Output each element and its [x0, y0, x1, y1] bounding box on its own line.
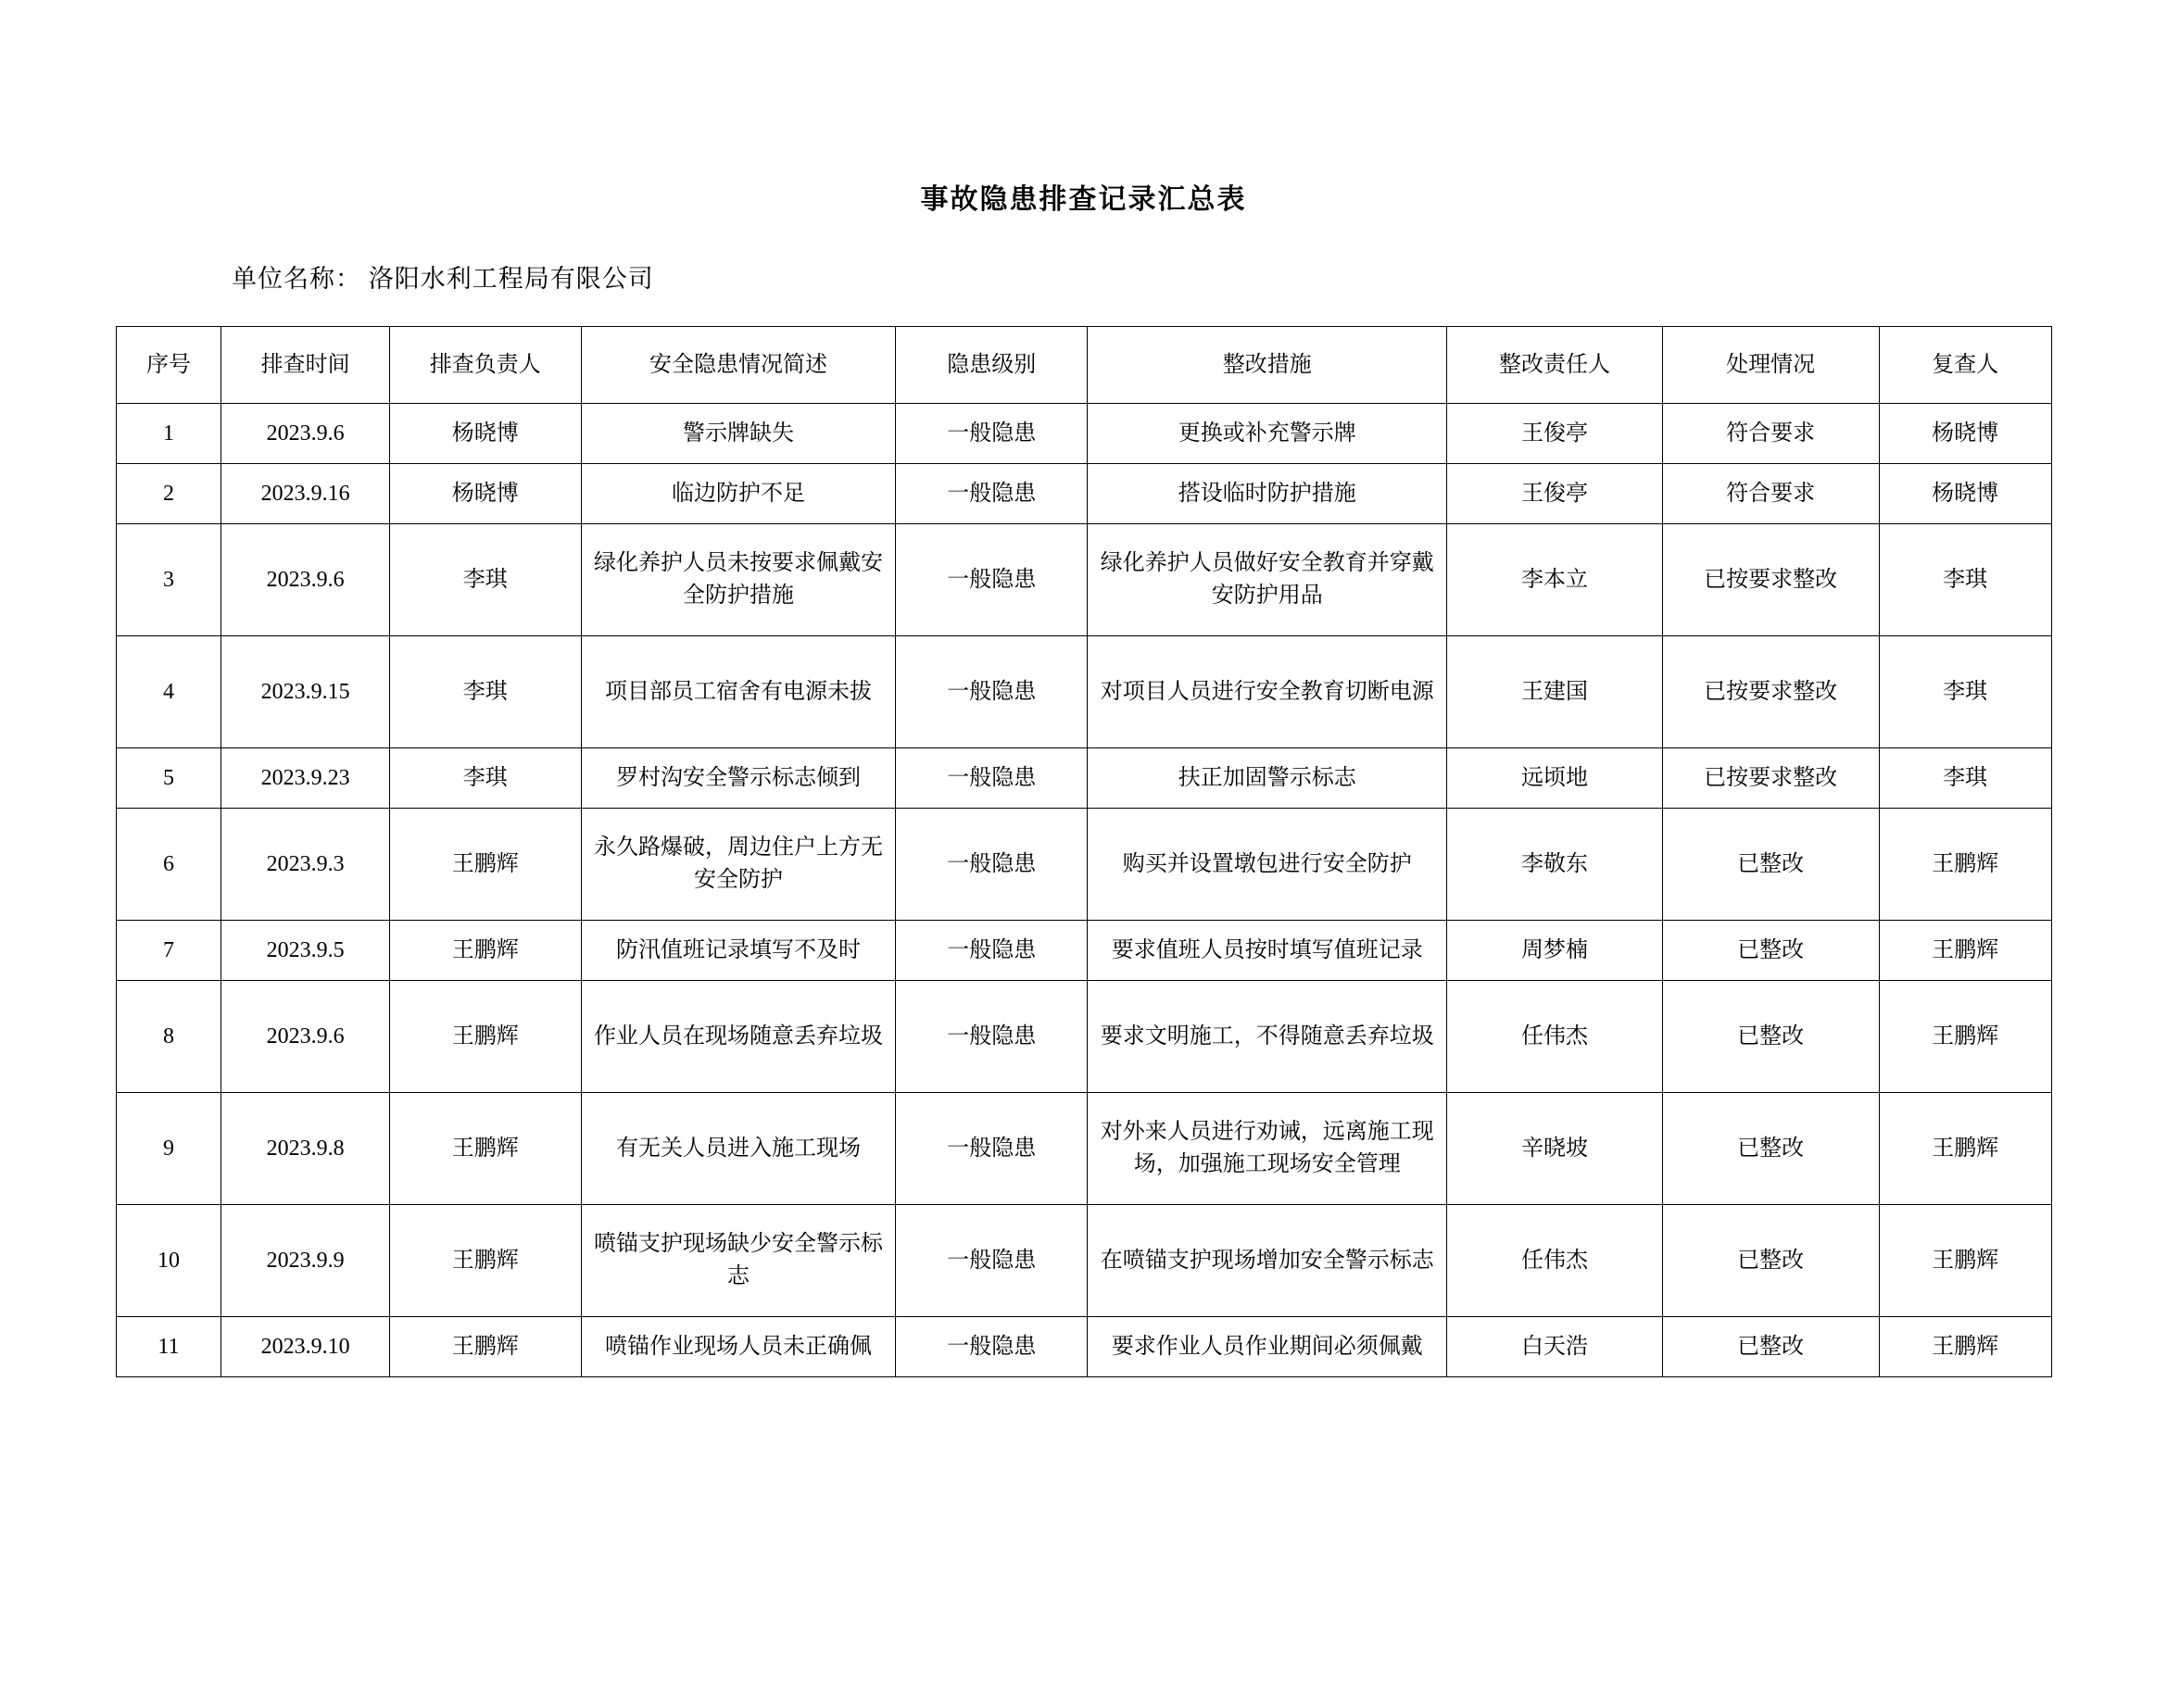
cell-measure: 购买并设置墩包进行安全防护	[1088, 809, 1447, 921]
header-measure: 整改措施	[1088, 327, 1447, 404]
cell-level: 一般隐患	[896, 921, 1088, 981]
cell-responsible: 任伟杰	[1447, 1205, 1662, 1317]
cell-level: 一般隐患	[896, 636, 1088, 748]
cell-reviewer: 李琪	[1879, 636, 2051, 748]
cell-inspector: 李琪	[389, 748, 581, 809]
unit-name-line	[232, 258, 2167, 295]
table-row	[116, 748, 2051, 809]
table-row	[116, 1317, 2051, 1377]
cell-reviewer: 王鹏辉	[1879, 981, 2051, 1093]
cell-responsible: 李敬东	[1447, 809, 1662, 921]
cell-hazard: 警示牌缺失	[581, 404, 896, 464]
cell-level: 一般隐患	[896, 404, 1088, 464]
cell-hazard: 防汛值班记录填写不及时	[581, 921, 896, 981]
unit-name-label: 单位名称：	[232, 265, 361, 293]
cell-hazard: 永久路爆破，周边住户上方无安全防护	[581, 809, 896, 921]
cell-date: 2023.9.16	[221, 464, 389, 524]
cell-status: 已整改	[1662, 1317, 1879, 1377]
cell-inspector: 王鹏辉	[389, 1093, 581, 1205]
cell-date: 2023.9.3	[221, 809, 389, 921]
cell-status: 符合要求	[1662, 404, 1879, 464]
page-title: 事故隐患排查记录汇总表	[920, 184, 1247, 215]
cell-status: 已按要求整改	[1662, 636, 1879, 748]
cell-level: 一般隐患	[896, 1317, 1088, 1377]
cell-date: 2023.9.6	[221, 981, 389, 1093]
cell-measure: 要求作业人员作业期间必须佩戴	[1088, 1317, 1447, 1377]
cell-date: 2023.9.5	[221, 921, 389, 981]
cell-reviewer: 杨晓博	[1879, 464, 2051, 524]
cell-reviewer: 王鹏辉	[1879, 921, 2051, 981]
cell-status: 已整改	[1662, 921, 1879, 981]
cell-no: 4	[116, 636, 221, 748]
cell-reviewer: 王鹏辉	[1879, 809, 2051, 921]
cell-measure: 更换或补充警示牌	[1088, 404, 1447, 464]
document-page	[0, 176, 2167, 1708]
cell-status: 已按要求整改	[1662, 524, 1879, 636]
table-row	[116, 1093, 2051, 1205]
header-date: 排查时间	[221, 327, 389, 404]
cell-inspector: 李琪	[389, 524, 581, 636]
cell-no: 1	[116, 404, 221, 464]
cell-no: 8	[116, 981, 221, 1093]
cell-level: 一般隐患	[896, 464, 1088, 524]
cell-hazard: 项目部员工宿舍有电源未拔	[581, 636, 896, 748]
cell-no: 5	[116, 748, 221, 809]
cell-reviewer: 王鹏辉	[1879, 1317, 2051, 1377]
cell-hazard: 喷锚作业现场人员未正确佩	[581, 1317, 896, 1377]
cell-responsible: 白天浩	[1447, 1317, 1662, 1377]
cell-level: 一般隐患	[896, 524, 1088, 636]
cell-date: 2023.9.6	[221, 524, 389, 636]
header-hazard: 安全隐患情况简述	[581, 327, 896, 404]
cell-reviewer: 王鹏辉	[1879, 1093, 2051, 1205]
header-level: 隐患级别	[896, 327, 1088, 404]
cell-responsible: 远顷地	[1447, 748, 1662, 809]
cell-level: 一般隐患	[896, 809, 1088, 921]
table-row	[116, 981, 2051, 1093]
cell-measure: 对外来人员进行劝诫，远离施工现场，加强施工现场安全管理	[1088, 1093, 1447, 1205]
cell-hazard: 有无关人员进入施工现场	[581, 1093, 896, 1205]
cell-hazard: 作业人员在现场随意丢弃垃圾	[581, 981, 896, 1093]
cell-hazard: 喷锚支护现场缺少安全警示标志	[581, 1205, 896, 1317]
header-responsible: 整改责任人	[1447, 327, 1662, 404]
header-status: 处理情况	[1662, 327, 1879, 404]
cell-date: 2023.9.15	[221, 636, 389, 748]
table-row	[116, 636, 2051, 748]
cell-responsible: 王建国	[1447, 636, 1662, 748]
table-row	[116, 404, 2051, 464]
cell-measure: 绿化养护人员做好安全教育并穿戴安防护用品	[1088, 524, 1447, 636]
header-inspector: 排查负责人	[389, 327, 581, 404]
cell-hazard: 临边防护不足	[581, 464, 896, 524]
table-header-row	[116, 327, 2051, 404]
cell-date: 2023.9.8	[221, 1093, 389, 1205]
cell-reviewer: 李琪	[1879, 524, 2051, 636]
table-row	[116, 464, 2051, 524]
cell-inspector: 王鹏辉	[389, 981, 581, 1093]
cell-status: 已整改	[1662, 1205, 1879, 1317]
table-row	[116, 921, 2051, 981]
cell-inspector: 王鹏辉	[389, 1317, 581, 1377]
cell-no: 10	[116, 1205, 221, 1317]
cell-reviewer: 杨晓博	[1879, 404, 2051, 464]
cell-inspector: 王鹏辉	[389, 921, 581, 981]
cell-no: 9	[116, 1093, 221, 1205]
cell-level: 一般隐患	[896, 981, 1088, 1093]
cell-measure: 要求文明施工，不得随意丢弃垃圾	[1088, 981, 1447, 1093]
cell-measure: 要求值班人员按时填写值班记录	[1088, 921, 1447, 981]
cell-measure: 扶正加固警示标志	[1088, 748, 1447, 809]
cell-measure: 在喷锚支护现场增加安全警示标志	[1088, 1205, 1447, 1317]
cell-responsible: 辛晓坡	[1447, 1093, 1662, 1205]
header-reviewer: 复查人	[1879, 327, 2051, 404]
cell-no: 11	[116, 1317, 221, 1377]
cell-hazard: 罗村沟安全警示标志倾到	[581, 748, 896, 809]
cell-status: 已整改	[1662, 981, 1879, 1093]
cell-inspector: 杨晓博	[389, 464, 581, 524]
cell-responsible: 王俊亭	[1447, 404, 1662, 464]
cell-no: 7	[116, 921, 221, 981]
cell-date: 2023.9.9	[221, 1205, 389, 1317]
cell-responsible: 任伟杰	[1447, 981, 1662, 1093]
table-row	[116, 524, 2051, 636]
cell-status: 已整改	[1662, 1093, 1879, 1205]
hazard-inspection-table	[116, 326, 2052, 1377]
cell-inspector: 杨晓博	[389, 404, 581, 464]
cell-responsible: 周梦楠	[1447, 921, 1662, 981]
cell-hazard: 绿化养护人员未按要求佩戴安全防护措施	[581, 524, 896, 636]
header-no: 序号	[116, 327, 221, 404]
cell-measure: 对项目人员进行安全教育切断电源	[1088, 636, 1447, 748]
cell-reviewer: 李琪	[1879, 748, 2051, 809]
cell-inspector: 王鹏辉	[389, 809, 581, 921]
cell-inspector: 王鹏辉	[389, 1205, 581, 1317]
cell-no: 2	[116, 464, 221, 524]
cell-date: 2023.9.10	[221, 1317, 389, 1377]
table-row	[116, 809, 2051, 921]
cell-level: 一般隐患	[896, 1093, 1088, 1205]
unit-name-value: 洛阳水利工程局有限公司	[368, 265, 654, 293]
cell-responsible: 李本立	[1447, 524, 1662, 636]
cell-responsible: 王俊亭	[1447, 464, 1662, 524]
cell-no: 6	[116, 809, 221, 921]
cell-level: 一般隐患	[896, 1205, 1088, 1317]
cell-inspector: 李琪	[389, 636, 581, 748]
cell-status: 符合要求	[1662, 464, 1879, 524]
cell-status: 已按要求整改	[1662, 748, 1879, 809]
table-row	[116, 1205, 2051, 1317]
cell-level: 一般隐患	[896, 748, 1088, 809]
cell-no: 3	[116, 524, 221, 636]
cell-reviewer: 王鹏辉	[1879, 1205, 2051, 1317]
cell-date: 2023.9.6	[221, 404, 389, 464]
cell-date: 2023.9.23	[221, 748, 389, 809]
cell-status: 已整改	[1662, 809, 1879, 921]
cell-measure: 搭设临时防护措施	[1088, 464, 1447, 524]
